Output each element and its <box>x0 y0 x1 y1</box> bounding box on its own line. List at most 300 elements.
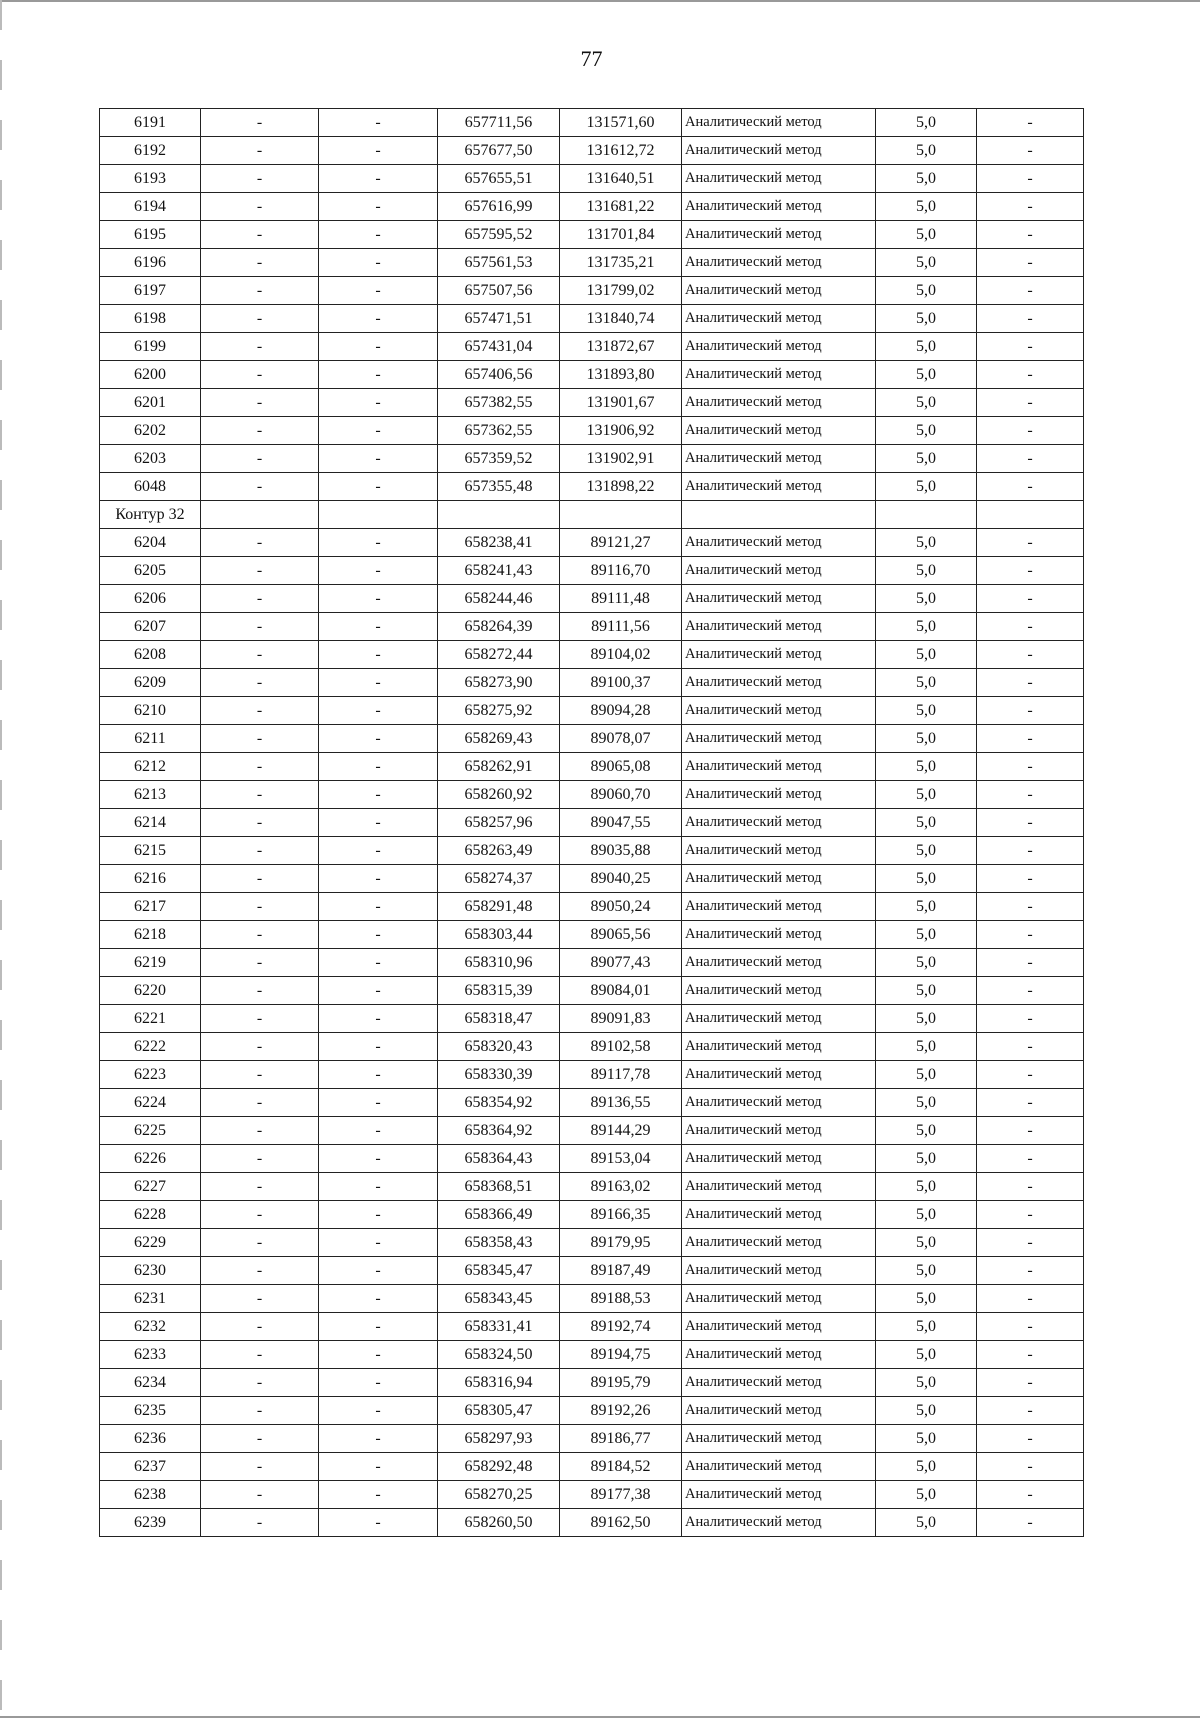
table-cell: 5,0 <box>876 697 977 725</box>
scan-edge-left <box>0 0 2 1718</box>
table-cell: - <box>319 837 438 865</box>
table-cell: - <box>319 1425 438 1453</box>
table-cell: - <box>977 977 1084 1005</box>
table-row <box>100 249 1084 277</box>
table-cell: 658331,41 <box>438 1313 560 1341</box>
table-cell: 657655,51 <box>438 165 560 193</box>
table-cell: 658273,90 <box>438 669 560 697</box>
table-cell: 5,0 <box>876 1173 977 1201</box>
table-cell: - <box>319 249 438 277</box>
table-cell: 658320,43 <box>438 1033 560 1061</box>
table-cell: - <box>201 585 319 613</box>
table-cell: 6213 <box>100 781 201 809</box>
table-cell: 6226 <box>100 1145 201 1173</box>
table-cell: 5,0 <box>876 1453 977 1481</box>
table-cell: 658358,43 <box>438 1229 560 1257</box>
table-cell: Аналитический метод <box>682 529 876 557</box>
table-cell: 5,0 <box>876 1005 977 1033</box>
table-cell: 5,0 <box>876 921 977 949</box>
table-row <box>100 361 1084 389</box>
table-cell: 5,0 <box>876 837 977 865</box>
table-cell: - <box>319 949 438 977</box>
table-cell: 6225 <box>100 1117 201 1145</box>
table-cell: Аналитический метод <box>682 473 876 501</box>
table-cell: 89162,50 <box>560 1509 682 1537</box>
table-cell: - <box>319 753 438 781</box>
table-cell: - <box>201 1397 319 1425</box>
table-cell: 658330,39 <box>438 1061 560 1089</box>
table-row <box>100 1117 1084 1145</box>
table-cell: 5,0 <box>876 1201 977 1229</box>
table-cell: 6191 <box>100 109 201 137</box>
table-cell: 5,0 <box>876 1145 977 1173</box>
table-cell: Аналитический метод <box>682 1061 876 1089</box>
table-cell: - <box>977 333 1084 361</box>
table-cell: 658315,39 <box>438 977 560 1005</box>
table-cell: 5,0 <box>876 361 977 389</box>
table-cell: - <box>977 585 1084 613</box>
table-cell: - <box>977 1229 1084 1257</box>
table-cell: 658238,41 <box>438 529 560 557</box>
table-cell: Аналитический метод <box>682 193 876 221</box>
table-cell: - <box>201 361 319 389</box>
table-cell: 6217 <box>100 893 201 921</box>
table-cell: 5,0 <box>876 725 977 753</box>
table-cell: - <box>977 137 1084 165</box>
table-cell: 89078,07 <box>560 725 682 753</box>
table-cell: Аналитический метод <box>682 1033 876 1061</box>
table-cell: - <box>977 1341 1084 1369</box>
table-cell: 6215 <box>100 837 201 865</box>
table-row <box>100 641 1084 669</box>
table-cell: 657382,55 <box>438 389 560 417</box>
table-cell: - <box>201 753 319 781</box>
table-cell: - <box>977 109 1084 137</box>
table-cell: - <box>201 613 319 641</box>
table-cell: - <box>319 277 438 305</box>
table-cell: Аналитический метод <box>682 1509 876 1537</box>
table-row <box>100 753 1084 781</box>
table-cell: - <box>977 417 1084 445</box>
table-cell: - <box>977 473 1084 501</box>
table-cell: 6196 <box>100 249 201 277</box>
table-cell: 6223 <box>100 1061 201 1089</box>
table-cell: 657595,52 <box>438 221 560 249</box>
table-cell: - <box>319 1005 438 1033</box>
table-row <box>100 1369 1084 1397</box>
table-cell: 5,0 <box>876 1341 977 1369</box>
table-cell: Аналитический метод <box>682 837 876 865</box>
table-cell: Аналитический метод <box>682 1005 876 1033</box>
table-cell: 89047,55 <box>560 809 682 837</box>
table-cell: - <box>201 697 319 725</box>
table-cell: - <box>319 1173 438 1201</box>
table-cell: Аналитический метод <box>682 333 876 361</box>
table-cell: - <box>201 333 319 361</box>
table-cell: 658366,49 <box>438 1201 560 1229</box>
table-cell: 5,0 <box>876 165 977 193</box>
table-cell: 658292,48 <box>438 1453 560 1481</box>
table-cell: 89035,88 <box>560 837 682 865</box>
table-cell: 131681,22 <box>560 193 682 221</box>
table-cell: 89104,02 <box>560 641 682 669</box>
table-cell: - <box>319 361 438 389</box>
table-cell: - <box>977 865 1084 893</box>
table-cell: - <box>977 753 1084 781</box>
table-row <box>100 613 1084 641</box>
table-cell: Аналитический метод <box>682 977 876 1005</box>
table-cell: 658345,47 <box>438 1257 560 1285</box>
table-cell: 5,0 <box>876 1397 977 1425</box>
table-cell: - <box>977 221 1084 249</box>
table-cell: - <box>201 809 319 837</box>
table-cell: 89192,26 <box>560 1397 682 1425</box>
table-cell: 658241,43 <box>438 557 560 585</box>
table-cell: 658354,92 <box>438 1089 560 1117</box>
table-cell: Аналитический метод <box>682 1257 876 1285</box>
table-cell: 5,0 <box>876 949 977 977</box>
table-cell: 658244,46 <box>438 585 560 613</box>
table-cell: 6208 <box>100 641 201 669</box>
table-row <box>100 1145 1084 1173</box>
table-cell: - <box>201 781 319 809</box>
table-cell: 658343,45 <box>438 1285 560 1313</box>
table-cell: - <box>201 137 319 165</box>
table-cell: 657677,50 <box>438 137 560 165</box>
table-cell: Аналитический метод <box>682 249 876 277</box>
table-cell: 658291,48 <box>438 893 560 921</box>
table-cell: - <box>319 137 438 165</box>
table-cell: 89116,70 <box>560 557 682 585</box>
table-cell: 5,0 <box>876 445 977 473</box>
table-cell: - <box>977 1313 1084 1341</box>
table-cell: 6228 <box>100 1201 201 1229</box>
table-cell: Аналитический метод <box>682 669 876 697</box>
table-cell: 658275,92 <box>438 697 560 725</box>
section-row <box>100 501 1084 529</box>
table-cell: - <box>319 613 438 641</box>
table-cell: 658310,96 <box>438 949 560 977</box>
table-cell: 658305,47 <box>438 1397 560 1425</box>
table-cell: 658324,50 <box>438 1341 560 1369</box>
table-cell: 658368,51 <box>438 1173 560 1201</box>
table-cell: 6206 <box>100 585 201 613</box>
table-row <box>100 1173 1084 1201</box>
table-cell: - <box>319 529 438 557</box>
table-cell: - <box>201 109 319 137</box>
table-row <box>100 1061 1084 1089</box>
table-row <box>100 417 1084 445</box>
table-cell: - <box>977 1089 1084 1117</box>
table-cell: - <box>201 165 319 193</box>
table-cell: - <box>977 1453 1084 1481</box>
coordinates-table <box>99 108 1084 1537</box>
table-row <box>100 109 1084 137</box>
table-cell: 89084,01 <box>560 977 682 1005</box>
table-cell: 658364,92 <box>438 1117 560 1145</box>
table-cell: Аналитический метод <box>682 165 876 193</box>
table-cell: 5,0 <box>876 137 977 165</box>
table-cell: - <box>319 445 438 473</box>
table-cell: - <box>201 1369 319 1397</box>
table-cell: - <box>201 249 319 277</box>
table-cell: 6218 <box>100 921 201 949</box>
table-cell: - <box>977 893 1084 921</box>
table-row <box>100 977 1084 1005</box>
table-cell: 657507,56 <box>438 277 560 305</box>
table-cell: 658260,50 <box>438 1509 560 1537</box>
table-cell: - <box>319 1509 438 1537</box>
table-cell: - <box>319 781 438 809</box>
table-cell: 658264,39 <box>438 613 560 641</box>
table-cell: Аналитический метод <box>682 613 876 641</box>
table-cell: Аналитический метод <box>682 1089 876 1117</box>
table-cell: - <box>319 193 438 221</box>
table-cell: - <box>977 949 1084 977</box>
table-cell: 5,0 <box>876 1089 977 1117</box>
table-cell: - <box>319 417 438 445</box>
table-cell: 89117,78 <box>560 1061 682 1089</box>
table-cell: - <box>319 1201 438 1229</box>
table-cell: - <box>201 1425 319 1453</box>
table-cell: - <box>977 641 1084 669</box>
table-row <box>100 1341 1084 1369</box>
table-row <box>100 1481 1084 1509</box>
table-cell: Аналитический метод <box>682 921 876 949</box>
table-cell: - <box>319 1453 438 1481</box>
table-row <box>100 1005 1084 1033</box>
table-row <box>100 921 1084 949</box>
table-cell: 6214 <box>100 809 201 837</box>
table-cell: - <box>201 557 319 585</box>
table-cell: 5,0 <box>876 333 977 361</box>
table-body-after <box>100 529 1084 1537</box>
table-cell <box>319 501 438 529</box>
table-cell: 5,0 <box>876 1257 977 1285</box>
page-number: 77 <box>580 46 603 71</box>
table-cell: 89065,56 <box>560 921 682 949</box>
table-cell: 6234 <box>100 1369 201 1397</box>
table-cell: 6235 <box>100 1397 201 1425</box>
table-cell: Аналитический метод <box>682 1369 876 1397</box>
table-cell: 658257,96 <box>438 809 560 837</box>
table-cell: - <box>977 1509 1084 1537</box>
table-cell: 6201 <box>100 389 201 417</box>
table-cell: 5,0 <box>876 109 977 137</box>
table-cell: 89094,28 <box>560 697 682 725</box>
table-cell: 6210 <box>100 697 201 725</box>
table-cell: 131640,51 <box>560 165 682 193</box>
table-cell: - <box>319 389 438 417</box>
table-cell: - <box>977 1257 1084 1285</box>
table-cell: Аналитический метод <box>682 1173 876 1201</box>
table-cell: - <box>977 1285 1084 1313</box>
table-cell: 131840,74 <box>560 305 682 333</box>
table-cell: 657616,99 <box>438 193 560 221</box>
table-cell: 6205 <box>100 557 201 585</box>
table-cell: - <box>201 1481 319 1509</box>
table-cell: - <box>977 1173 1084 1201</box>
table-cell: - <box>319 333 438 361</box>
table-cell: - <box>201 949 319 977</box>
table-cell: Аналитический метод <box>682 389 876 417</box>
table-cell: 131893,80 <box>560 361 682 389</box>
table-cell: Аналитический метод <box>682 1341 876 1369</box>
table-cell: - <box>319 1481 438 1509</box>
table-cell: - <box>319 865 438 893</box>
table-cell: - <box>201 1509 319 1537</box>
table-cell: - <box>201 669 319 697</box>
table-cell: 89192,74 <box>560 1313 682 1341</box>
table-cell: - <box>977 249 1084 277</box>
table-cell: - <box>201 921 319 949</box>
table-cell: 89040,25 <box>560 865 682 893</box>
table-cell: Аналитический метод <box>682 221 876 249</box>
table-cell: - <box>319 1369 438 1397</box>
table-row <box>100 837 1084 865</box>
table-cell: - <box>977 1117 1084 1145</box>
table-cell: Аналитический метод <box>682 865 876 893</box>
table-cell: - <box>319 669 438 697</box>
table-section <box>100 501 1084 529</box>
table-cell: - <box>319 1313 438 1341</box>
table-cell: Аналитический метод <box>682 641 876 669</box>
table-cell: - <box>319 1341 438 1369</box>
table-cell: - <box>201 221 319 249</box>
table-cell: 89195,79 <box>560 1369 682 1397</box>
table-row <box>100 277 1084 305</box>
table-cell: 6219 <box>100 949 201 977</box>
table-cell: 6202 <box>100 417 201 445</box>
table-cell: 5,0 <box>876 193 977 221</box>
table-cell: 89065,08 <box>560 753 682 781</box>
table-cell: 89177,38 <box>560 1481 682 1509</box>
table-cell: 89194,75 <box>560 1341 682 1369</box>
table-cell: - <box>319 1145 438 1173</box>
table-cell: 657359,52 <box>438 445 560 473</box>
table-row <box>100 585 1084 613</box>
table-cell: 5,0 <box>876 781 977 809</box>
table-cell <box>682 501 876 529</box>
table-cell: - <box>201 1257 319 1285</box>
table-row <box>100 781 1084 809</box>
table-cell: Аналитический метод <box>682 1229 876 1257</box>
table-row <box>100 1033 1084 1061</box>
table-cell: 658316,94 <box>438 1369 560 1397</box>
table-cell: - <box>977 305 1084 333</box>
table-cell: 89144,29 <box>560 1117 682 1145</box>
section-label: Контур 32 <box>100 501 201 529</box>
table-cell: 5,0 <box>876 1229 977 1257</box>
table-row <box>100 949 1084 977</box>
table-cell <box>977 501 1084 529</box>
table-row <box>100 697 1084 725</box>
table-cell: - <box>319 921 438 949</box>
table-cell: Аналитический метод <box>682 1285 876 1313</box>
table-cell: 6237 <box>100 1453 201 1481</box>
table-cell: 5,0 <box>876 1369 977 1397</box>
table-row <box>100 893 1084 921</box>
table-cell: 6195 <box>100 221 201 249</box>
table-cell: Аналитический метод <box>682 949 876 977</box>
table-cell: - <box>977 557 1084 585</box>
table-cell: - <box>977 1201 1084 1229</box>
table-cell: - <box>201 417 319 445</box>
table-cell: 6212 <box>100 753 201 781</box>
table-cell: - <box>319 809 438 837</box>
table-row <box>100 1201 1084 1229</box>
table-row <box>100 557 1084 585</box>
table-cell: 131902,91 <box>560 445 682 473</box>
table-cell: 89100,37 <box>560 669 682 697</box>
table-cell: 5,0 <box>876 1425 977 1453</box>
table-cell: 6207 <box>100 613 201 641</box>
table-cell: 131906,92 <box>560 417 682 445</box>
table-cell: Аналитический метод <box>682 1425 876 1453</box>
table-cell: Аналитический метод <box>682 109 876 137</box>
table-cell: 5,0 <box>876 1061 977 1089</box>
table-cell: - <box>319 1229 438 1257</box>
table-cell: 6238 <box>100 1481 201 1509</box>
table-cell: 6204 <box>100 529 201 557</box>
table-cell: - <box>977 1425 1084 1453</box>
table-cell: 658303,44 <box>438 921 560 949</box>
table-cell: Аналитический метод <box>682 781 876 809</box>
table-cell: Аналитический метод <box>682 1481 876 1509</box>
table-cell: 6232 <box>100 1313 201 1341</box>
table-cell: 658260,92 <box>438 781 560 809</box>
table-cell: - <box>319 109 438 137</box>
table-cell: 657561,53 <box>438 249 560 277</box>
table-cell: 6203 <box>100 445 201 473</box>
table-cell: - <box>319 557 438 585</box>
table-cell: - <box>319 1033 438 1061</box>
table-cell: 658297,93 <box>438 1425 560 1453</box>
table-cell: Аналитический метод <box>682 697 876 725</box>
table-cell: 657471,51 <box>438 305 560 333</box>
table-row <box>100 221 1084 249</box>
table-cell: 131571,60 <box>560 109 682 137</box>
table-row <box>100 1229 1084 1257</box>
table-cell: - <box>201 1453 319 1481</box>
table-cell: - <box>201 1117 319 1145</box>
table-cell: Аналитический метод <box>682 1117 876 1145</box>
table-cell: 657362,55 <box>438 417 560 445</box>
table-cell: Аналитический метод <box>682 417 876 445</box>
table-cell: Аналитический метод <box>682 1397 876 1425</box>
table-cell: - <box>201 1173 319 1201</box>
table-cell: Аналитический метод <box>682 277 876 305</box>
table-cell: 89102,58 <box>560 1033 682 1061</box>
table-cell: 6209 <box>100 669 201 697</box>
table-cell: 5,0 <box>876 809 977 837</box>
table-cell: 5,0 <box>876 613 977 641</box>
table-cell: - <box>977 529 1084 557</box>
table-row <box>100 193 1084 221</box>
table-cell: 6233 <box>100 1341 201 1369</box>
table-cell: Аналитический метод <box>682 361 876 389</box>
table-cell: - <box>977 837 1084 865</box>
table-cell: 5,0 <box>876 893 977 921</box>
table-cell: 6239 <box>100 1509 201 1537</box>
table-cell: - <box>201 1089 319 1117</box>
table-cell: 657711,56 <box>438 109 560 137</box>
table-cell: - <box>319 1397 438 1425</box>
table-cell: - <box>977 165 1084 193</box>
table-cell: - <box>319 473 438 501</box>
table-cell: - <box>977 445 1084 473</box>
table-cell: - <box>977 277 1084 305</box>
